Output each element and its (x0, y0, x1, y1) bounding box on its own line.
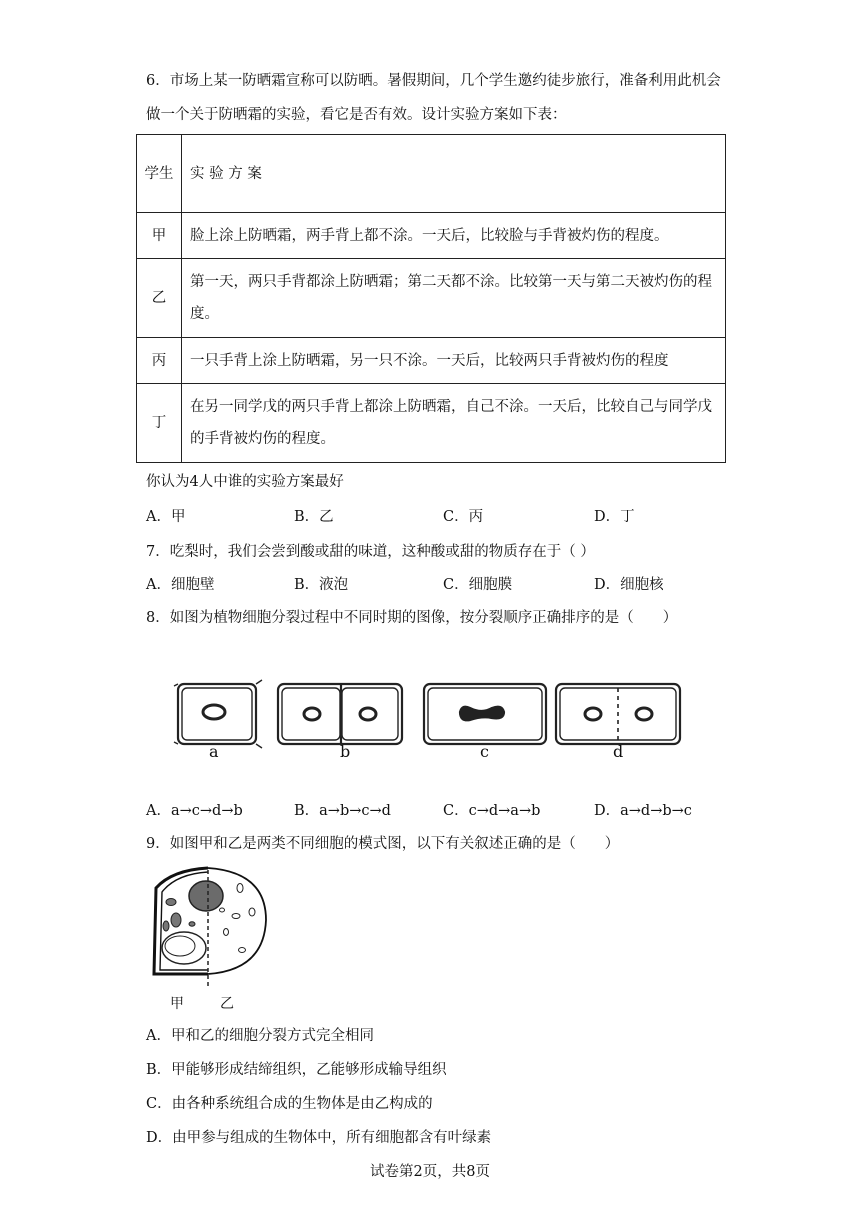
figure-label-b: b (340, 742, 351, 761)
q6-option-b[interactable]: B．乙 (294, 509, 334, 525)
q9-option-a[interactable]: A．甲和乙的细胞分裂方式完全相同 (146, 1028, 374, 1044)
q7-stem: 7．吃梨时，我们会尝到酸或甜的味道，这种酸或甜的物质存在于（ ） (146, 544, 595, 560)
q8-option-d[interactable]: D．a→d→b→c (594, 803, 692, 819)
table-row (137, 338, 726, 384)
q9-option-c[interactable]: C．由各种系统组合成的生物体是由乙构成的 (146, 1096, 433, 1112)
q7-option-a[interactable]: A．细胞壁 (146, 577, 215, 593)
q8-option-b[interactable]: B．a→b→c→d (294, 803, 391, 819)
figure-label-d: d (613, 742, 624, 761)
row-student: 甲 (137, 213, 182, 259)
table-header-row (137, 135, 726, 213)
experiment-table (136, 134, 726, 463)
row-plan: 一只手背上涂上防晒霜，另一只不涂。一天后，比较两只手背被灼伤的程度 (182, 338, 726, 384)
table-row (137, 384, 726, 463)
header-student: 学生 (137, 135, 182, 213)
table-row (137, 259, 726, 338)
q6-question: 你认为4人中谁的实验方案最好 (146, 474, 344, 490)
figure-label-c: c (480, 742, 489, 761)
row-student: 乙 (137, 259, 182, 338)
cell-a (174, 680, 262, 748)
q7-option-b[interactable]: B．液泡 (294, 577, 349, 593)
header-plan: 实 验 方 案 (182, 135, 726, 213)
q8-option-a[interactable]: A．a→c→d→b (146, 803, 243, 819)
cell-division-figure (170, 676, 690, 768)
figure-label-a: a (209, 742, 219, 761)
figure-label-jia: 甲 (170, 996, 184, 1012)
row-plan: 脸上涂上防晒霜，两手背上都不涂。一天后，比较脸与手背被灼伤的程度。 (182, 213, 726, 259)
row-plan: 第一天，两只手背都涂上防晒霜；第二天都不涂。比较第一天与第二天被灼伤的程度。 (182, 259, 726, 338)
q7-option-c[interactable]: C．细胞膜 (443, 577, 513, 593)
q6-option-c[interactable]: C．丙 (443, 509, 484, 525)
q7-option-d[interactable]: D．细胞核 (594, 577, 664, 593)
table-row (137, 213, 726, 259)
q9-option-b[interactable]: B．甲能够形成结缔组织，乙能够形成输导组织 (146, 1062, 447, 1078)
q8-option-c[interactable]: C．c→d→a→b (443, 803, 541, 819)
figure-label-yi: 乙 (220, 996, 234, 1012)
q6-option-d[interactable]: D．丁 (594, 509, 635, 525)
q8-stem: 8．如图为植物细胞分裂过程中不同时期的图像，按分裂顺序正确排序的是（ ） (146, 610, 678, 626)
row-plan: 在另一同学戊的两只手背上都涂上防晒霜，自己不涂。一天后，比较自己与同学戊的手背被灼伤的程度。 (182, 384, 726, 463)
cell-d (556, 684, 680, 744)
cell-c (424, 684, 546, 744)
cell-b (278, 684, 402, 744)
q6-stem: 6．市场上某一防晒霜宣称可以防晒。暑假期间，几个学生邀约徒步旅行，准备利用此机会做一个关于防晒霜的实验，看它是否有效。设计实验方案如下表： (146, 73, 721, 123)
q9-option-d[interactable]: D．由甲参与组成的生物体中，所有细胞都含有叶绿素 (146, 1130, 492, 1146)
cell-model-figure (144, 862, 274, 990)
row-student: 丁 (137, 384, 182, 463)
page-footer: 试卷第2页，共8页 (370, 1164, 490, 1180)
row-student: 丙 (137, 338, 182, 384)
q6-option-a[interactable]: A．甲 (146, 509, 186, 525)
q9-stem: 9．如图甲和乙是两类不同细胞的模式图，以下有关叙述正确的是（ ） (146, 836, 620, 852)
